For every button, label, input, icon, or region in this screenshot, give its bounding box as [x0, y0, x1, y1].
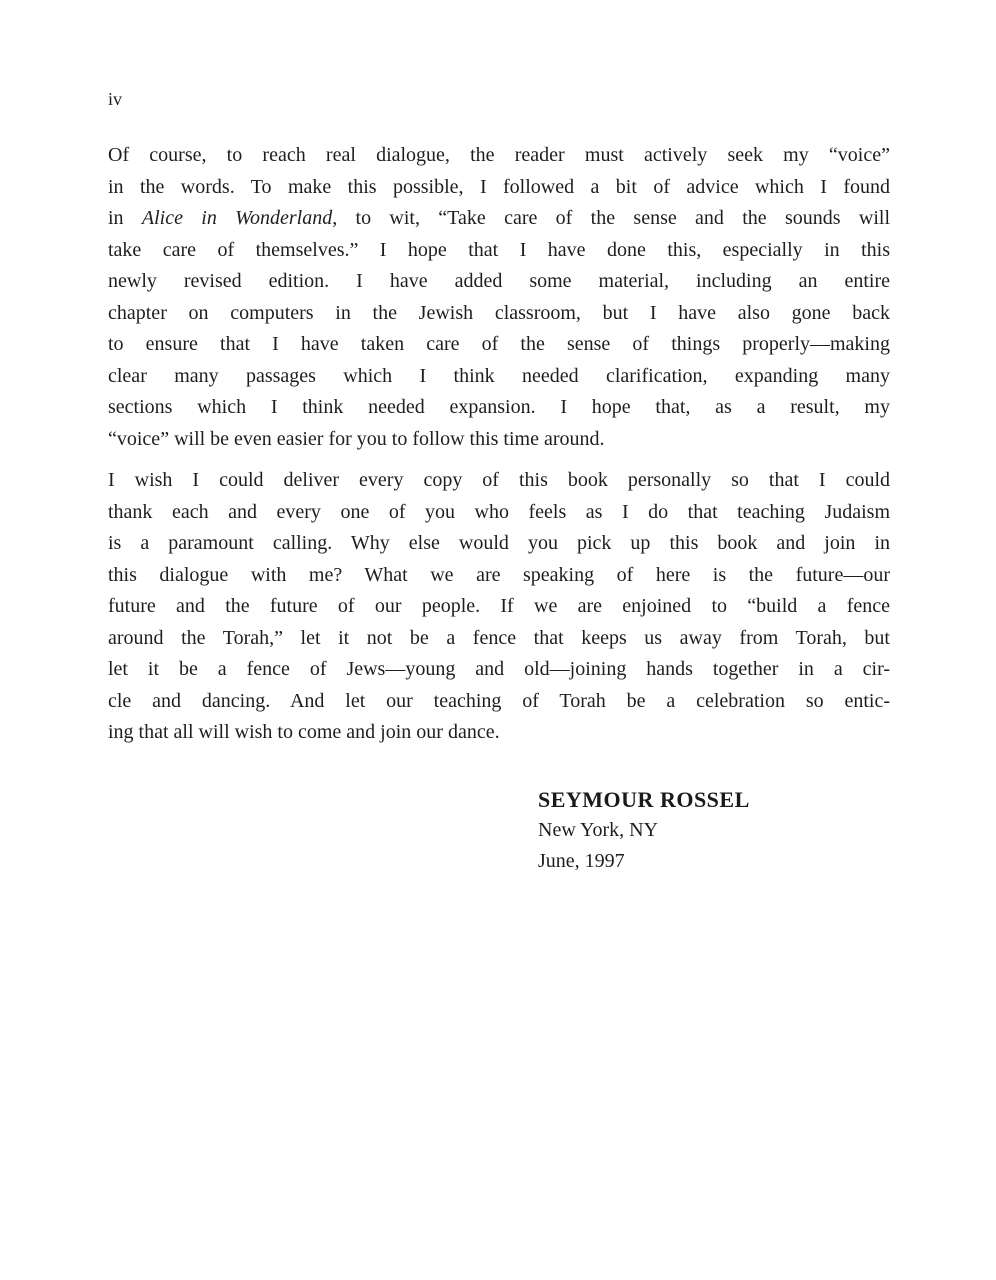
signature-location: New York, NY: [538, 819, 659, 841]
text-line: [108, 329, 890, 361]
text-segment: newly revised edition. I have added some material, including an entire: [108, 270, 890, 292]
paragraph: [108, 465, 890, 749]
text-line: [108, 654, 890, 686]
text-line: [108, 623, 890, 655]
text-segment: around the Torah,” let it not be a fence that keeps us away from Torah, but: [108, 626, 890, 649]
text-line: [108, 497, 890, 529]
text-segment: take care of themselves.” I hope that I have done this, especially in this: [108, 238, 890, 261]
text-line: [108, 591, 890, 623]
signature-date: June, 1997: [538, 850, 625, 872]
text-line: [108, 424, 890, 456]
text-segment: let it be a fence of Jews—young and old—joining hands together in a cir-: [108, 658, 890, 680]
text-segment: to ensure that I have taken care of the sense of things properly—making: [108, 333, 890, 355]
text-line: [108, 465, 890, 497]
text-segment: this dialogue with me? What we are speaking of here is the future—our: [108, 563, 890, 586]
text-segment: in: [108, 207, 142, 229]
text-line: [108, 686, 890, 718]
text-segment: , to wit, “Take care of the sense and the sounds will: [332, 207, 891, 229]
text-segment: cle and dancing. And let our teaching of Torah be a celebration so entic-: [108, 689, 890, 712]
text-segment: Of course, to reach real dialogue, the reader must actively seek my “voice”: [108, 144, 890, 166]
text-segment: chapter on computers in the Jewish classroom, but I have also gone back: [108, 301, 890, 324]
paragraph: [108, 140, 890, 455]
text-line: [108, 717, 890, 749]
body-text: [108, 140, 890, 759]
text-line: [108, 392, 890, 424]
text-segment: “voice” will be even easier for you to follow this time around.: [108, 427, 605, 450]
text-line: [108, 235, 890, 267]
text-line: [108, 172, 890, 204]
text-segment: clear many passages which I think needed clarification, expanding many: [108, 364, 890, 387]
text-segment: ing that all will wish to come and join our dance.: [108, 721, 500, 743]
text-segment: thank each and every one of you who feels as I do that teaching Judaism: [108, 500, 890, 523]
text-line: [108, 528, 890, 560]
page-number: iv: [108, 89, 123, 109]
text-line: [108, 361, 890, 393]
text-line: [108, 298, 890, 330]
text-segment: in the words. To make this possible, I followed a bit of advice which I found: [108, 175, 890, 198]
signature-name: SEYMOUR ROSSEL: [538, 787, 750, 812]
text-line: [108, 140, 890, 172]
text-segment: I wish I could deliver every copy of this book personally so that I could: [108, 469, 890, 491]
text-segment: future and the future of our people. If we are enjoined to “build a fence: [108, 595, 890, 617]
signature-block: [538, 784, 750, 877]
text-line: [108, 560, 890, 592]
text-line: [108, 266, 890, 298]
text-segment: sections which I think needed expansion. I hope that, as a result, my: [108, 396, 890, 418]
text-line: [108, 203, 890, 235]
book-title-italic: Alice in Wonderland: [141, 207, 333, 229]
text-segment: is a paramount calling. Why else would you pick up this book and join in: [108, 532, 890, 554]
